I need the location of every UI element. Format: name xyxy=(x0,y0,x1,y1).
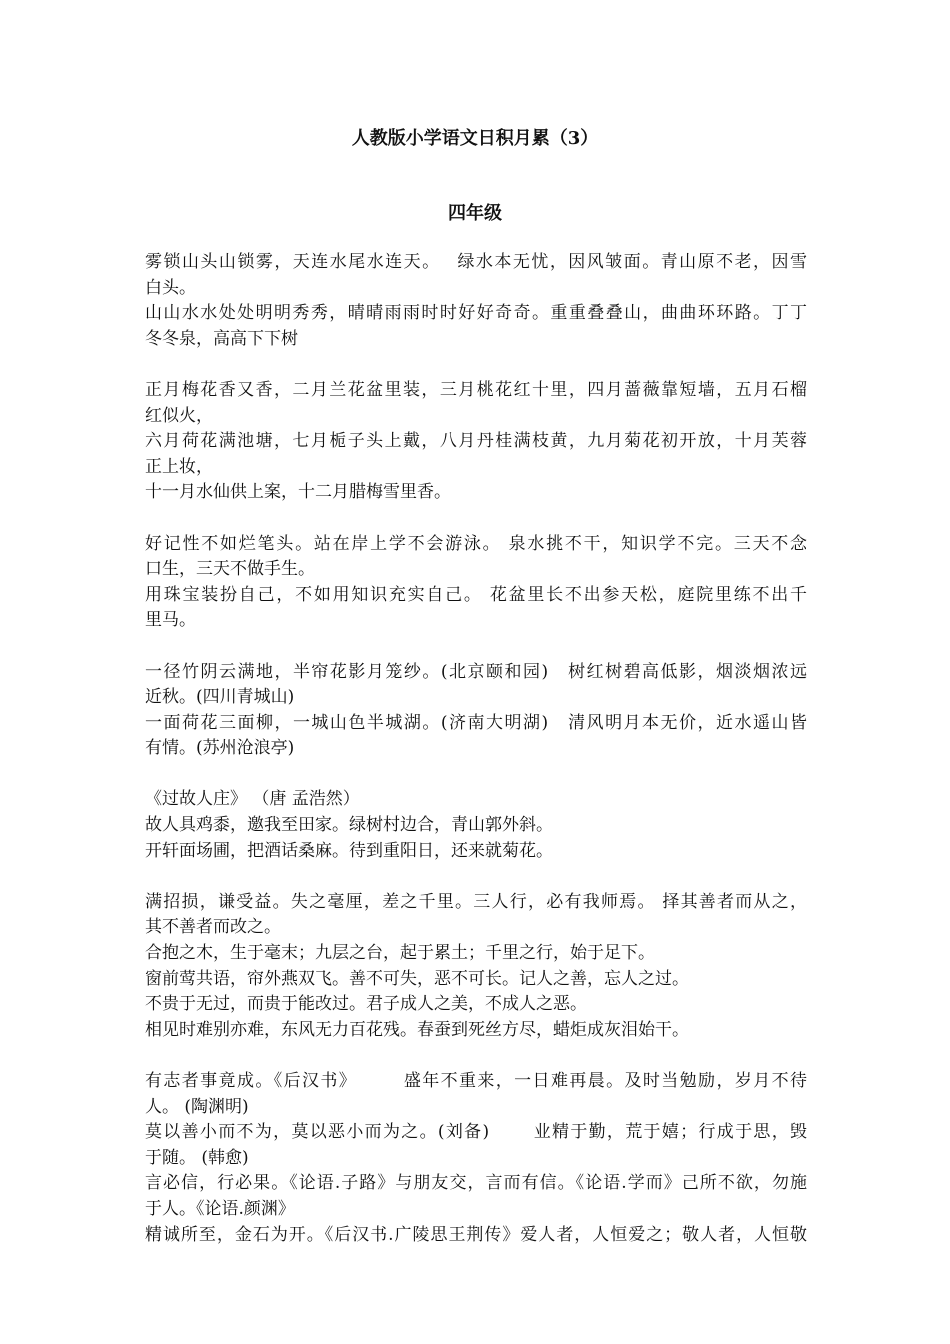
text-line: 合抱之木，生于毫末；九层之台，起于累土；千里之行，始于足下。 xyxy=(145,943,655,964)
text-line: 精诚所至，金石为开。《后汉书.广陵思王荆传》爱人者，人恒爱之；敬人者，人恒敬 xyxy=(145,1224,807,1245)
blank-line xyxy=(145,506,807,532)
document-body xyxy=(145,250,807,1248)
text-line: 口生，三天不做手生。 xyxy=(145,559,315,580)
text-line: 人。 (陶渊明) xyxy=(145,1096,249,1117)
text-line: 六月荷花满池塘，七月栀子头上戴，八月丹桂满枝黄，九月菊花初开放，十月芙蓉 xyxy=(145,431,807,452)
text-line: 红似火， xyxy=(145,405,213,426)
text-line: 相见时难别亦难，东风无力百花残。春蚕到死丝方尽，蜡炬成灰泪始干。 xyxy=(145,1019,689,1040)
text-line: 正月梅花香又香，二月兰花盆里装，三月桃花红十里，四月蔷薇靠短墙，五月石榴 xyxy=(145,379,807,400)
text-line: 白头。 xyxy=(145,277,196,298)
blank-line xyxy=(145,634,807,660)
text-line: 不贵于无过，而贵于能改过。君子成人之美，不成人之恶。 xyxy=(145,994,587,1015)
text-line: 满招损，谦受益。失之毫厘，差之千里。三人行，必有我师焉。 择其善者而从之， xyxy=(145,891,807,912)
text-line: 有情。(苏州沧浪亭) xyxy=(145,738,295,759)
text-line: 山山水水处处明明秀秀，晴晴雨雨时时好好奇奇。重重叠叠山，曲曲环环路。丁丁 xyxy=(145,303,807,324)
text-line: 有志者事竟成。《后汉书》 盛年不重来，一日难再晨。及时当勉励，岁月不待 xyxy=(145,1071,807,1091)
blank-line xyxy=(145,352,807,378)
text-line: 用珠宝装扮自己，不如用知识充实自己。 花盆里长不出参天松，庭院里练不出千 xyxy=(145,584,807,605)
text-line: 窗前莺共语，帘外燕双飞。善不可失，恶不可长。记人之善，忘人之过。 xyxy=(145,968,689,989)
text-line: 《过故人庄》 （唐 孟浩然） xyxy=(145,789,360,810)
text-line: 一径竹阴云满地，半帘花影月笼纱。(北京颐和园) 树红树碧高低影，烟淡烟浓远 xyxy=(145,661,807,682)
text-line: 正上妆， xyxy=(145,456,213,477)
text-line: 故人具鸡黍，邀我至田家。绿树村边合，青山郭外斜。 xyxy=(145,815,553,836)
text-line: 好记性不如烂笔头。站在岸上学不会游泳。 泉水挑不干，知识学不完。三天不念 xyxy=(145,533,807,554)
text-line: 于人。《论语.颜渊》 xyxy=(145,1198,295,1219)
text-line: 近秋。(四川青城山) xyxy=(145,687,295,708)
blank-line xyxy=(145,1043,807,1069)
text-line: 一面荷花三面柳，一城山色半城湖。(济南大明湖) 清风明月本无价，近水遥山皆 xyxy=(145,712,807,733)
text-line: 冬冬泉，高高下下树 xyxy=(145,328,298,349)
blank-line xyxy=(145,762,807,788)
document-title: 人教版小学语文日积月累（3） xyxy=(351,128,599,149)
text-line: 开轩面场圃，把酒话桑麻。待到重阳日，还来就菊花。 xyxy=(145,840,553,861)
text-line: 莫以善小而不为，莫以恶小而为之。(刘备) 业精于勤，荒于嬉；行成于思，毁 xyxy=(145,1122,807,1143)
text-line: 里马。 xyxy=(145,610,196,631)
text-line: 于随。 (韩愈) xyxy=(145,1147,249,1168)
blank-line xyxy=(145,864,807,890)
text-line: 其不善者而改之。 xyxy=(145,917,281,938)
text-line: 言必信，行必果。《论语.子路》与朋友交，言而有信。《论语.学而》己所不欲，勿施 xyxy=(145,1173,807,1194)
text-line: 雾锁山头山锁雾，天连水尾水连天。 绿水本无忧，因风皱面。青山原不老，因雪 xyxy=(145,252,807,272)
text-line: 十一月水仙供上案，十二月腊梅雪里香。 xyxy=(145,482,451,503)
grade-heading: 四年级 xyxy=(448,203,502,224)
